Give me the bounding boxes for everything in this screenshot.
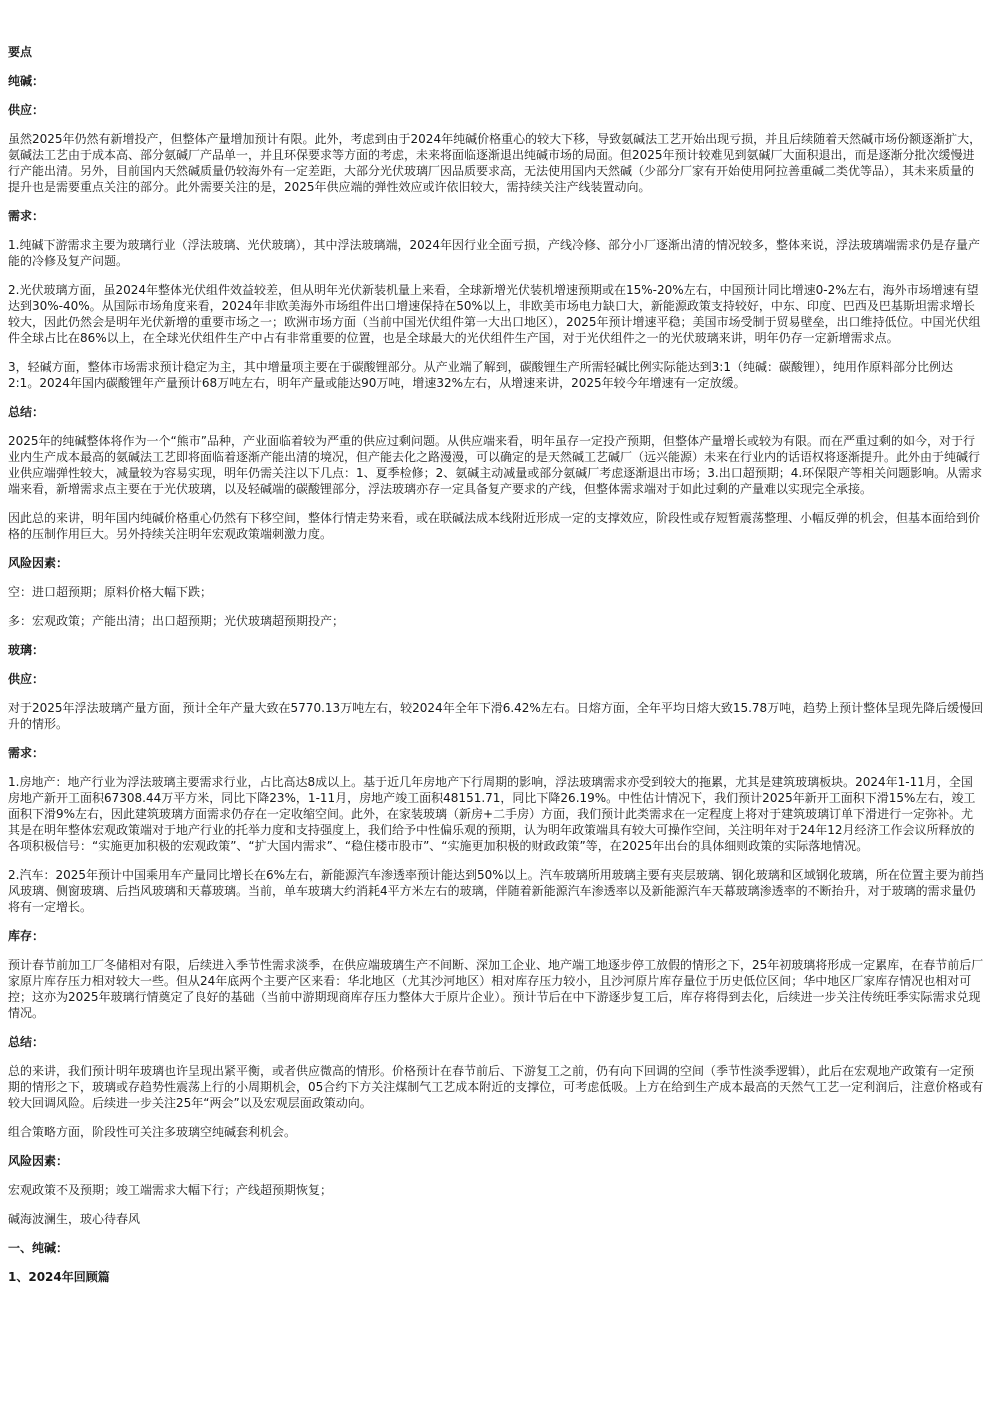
paragraph: 3，轻碱方面，整体市场需求预计稳定为主，其中增量项主要在于碳酸锂部分。从产业端了解到，碳酸锂生产所需轻碱比例实际能达到3:1（纯碱：碳酸锂），纯用作原料部分比例达2:1。2024年国内碳酸锂年产量预计68万吨左右，明年产量或能达90万吨，增速32%左右，从增速来讲，2025年较今年增速有一定放缓。 bbox=[8, 360, 953, 390]
section-heading: 要点 bbox=[8, 45, 33, 59]
section-heading: 总结： bbox=[8, 405, 45, 419]
paragraph: 多：宏观政策；产能出清；出口超预期；光伏玻璃超预期投产； bbox=[8, 614, 345, 628]
paragraph: 总的来讲，我们预计明年玻璃也许呈现出紧平衡，或者供应微高的情形。价格预计在春节前后、下游复工之前，仍有向下回调的空间（季节性淡季逻辑），此后在宏观地产政策有一定预期的情形之下，玻璃或存趋势性震荡上行的小周期机会，05合约下方关注煤制气工艺成本附近的支撑位，可考虑低吸。上方在给到生产成本最高的天然气工艺一定利润后，注意价格或有较大回调风险。后续进一步关注25年“两会”以及宏观层面政策动向。 bbox=[8, 1064, 984, 1110]
section-heading: 供应： bbox=[8, 103, 45, 117]
section-heading: 纯碱： bbox=[8, 74, 45, 88]
paragraph: 预计春节前加工厂冬储相对有限，后续进入季节性需求淡季，在供应端玻璃生产不间断、深加工企业、地产端工地逐步停工放假的情形之下，25年初玻璃将形成一定累库，在春节前后厂家原片库存压力相对较大一些。但从24年底两个主要产区来看：华北地区（尤其沙河地区）相对库存压力较小，且沙河原片库存量位于历史低位区间；华中地区厂家库存情况也相对可控；这亦为2025年玻璃行情奠定了良好的基础（当前中游期现商库存压力整体大于原片企业）。预计节后在中下游逐步复工后，库存将得到去化，后续进一步关注传统旺季实际需求兑现情况。 bbox=[8, 958, 984, 1020]
section-heading: 需求： bbox=[8, 746, 45, 760]
section-heading: 一、纯碱： bbox=[8, 1241, 69, 1255]
section-heading: 1、2024年回顾篇 bbox=[8, 1270, 110, 1284]
paragraph: 碱海波澜生，玻心待春风 bbox=[8, 1212, 141, 1226]
section-heading: 风险因素： bbox=[8, 1154, 69, 1168]
section-heading: 库存： bbox=[8, 929, 45, 943]
paragraph: 空：进口超预期；原料价格大幅下跌； bbox=[8, 585, 213, 599]
paragraph: 2.光伏玻璃方面，虽2024年整体光伏组件效益较差，但从明年光伏新装机量上来看，全球新增光伏装机增速预期或在15%-20%左右，中国预计同比增速0-2%左右，海外市场增速有望达到30%-40%。从国际市场角度来看，2024年非欧美海外市场组件出口增速保持在50%以上，非欧美市场电力缺口大，新能源政策支持较好，中东、印度、巴西及巴基斯坦需求增长较大，因此仍然会是明年光伏新增的重要市场之一；欧洲市场方面（当前中国光伏组件第一大出口地区），2025年预计增速平稳；美国市场受制于贸易壁垒，出口维持低位。中国光伏组件全球占比在86%以上，在全球光伏组件生产中占有非常重要的位置，也是全球最大的光伏组件生产国，对于光伏组件之一的光伏玻璃来讲，明年仍存一定新增需求点。 bbox=[8, 283, 981, 345]
section-heading: 总结： bbox=[8, 1035, 45, 1049]
paragraph: 1.纯碱下游需求主要为玻璃行业（浮法玻璃、光伏玻璃），其中浮法玻璃端，2024年因行业全面亏损，产线冷修、部分小厂逐渐出清的情况较多，整体来说，浮法玻璃端需求仍是存量产能的冷修及复产问题。 bbox=[8, 238, 980, 268]
paragraph: 对于2025年浮法玻璃产量方面，预计全年产量大致在5770.13万吨左右，较2024年全年下滑6.42%左右。日熔方面，全年平均日熔大致15.78万吨，趋势上预计整体呈现先降后缓慢回升的情形。 bbox=[8, 701, 984, 731]
section-heading: 风险因素： bbox=[8, 556, 69, 570]
paragraph: 虽然2025年仍然有新增投产，但整体产量增加预计有限。此外，考虑到由于2024年纯碱价格重心的较大下移，导致氨碱法工艺开始出现亏损，并且后续随着天然碱市场份额逐渐扩大，氨碱法工艺由于成本高、部分氨碱厂产品单一，并且环保要求等方面的考虑，未来将面临逐渐退出纯碱市场的局面。但2025年预计较难见到氨碱厂大面积退出，而是逐渐分批次缓慢进行产能出清。另外，目前国内天然碱质量仍较海外有一定差距，大部分光伏玻璃厂因品质要求高，无法使用国内天然碱（少部分厂家有开始使用阿拉善重碱二类优等品），其未来质量的提升也是需要重点关注的部分。此外需要关注的是，2025年供应端的弹性效应或许依旧较大，需持续关注产线装置动向。 bbox=[8, 132, 982, 194]
paragraph: 宏观政策不及预期；竣工端需求大幅下行；产线超预期恢复； bbox=[8, 1183, 333, 1197]
paragraph: 2.汽车：2025年预计中国乘用车产量同比增长在6%左右，新能源汽车渗透率预计能达到50%以上。汽车玻璃所用玻璃主要有夹层玻璃、钢化玻璃和区域钢化玻璃，所在位置主要为前挡风玻璃、侧窗玻璃、后挡风玻璃和天幕玻璃。当前，单车玻璃大约消耗4平方米左右的玻璃，伴随着新能源汽车渗透率以及新能源汽车天幕玻璃渗透率的不断抬升，对于玻璃的需求量仍将有一定增长。 bbox=[8, 868, 984, 914]
paragraph: 因此总的来讲，明年国内纯碱价格重心仍然有下移空间，整体行情走势来看，或在联碱法成本线附近形成一定的支撑效应，阶段性或存短暂震荡整理、小幅反弹的机会，但基本面给到价格的压制作用巨大。另外持续关注明年宏观政策端刺激力度。 bbox=[8, 511, 981, 541]
paragraph: 1.房地产：地产行业为浮法玻璃主要需求行业，占比高达8成以上。基于近几年房地产下行周期的影响，浮法玻璃需求亦受到较大的拖累，尤其是建筑玻璃板块。2024年1-11月，全国房地产新开工面积67308.44万平方米，同比下降23%，1-11月，房地产竣工面积48151.71，同比下降26.19%。中性估计情况下，我们预计2025年新开工面积下滑15%左右，竣工面积下滑9%左右，因此建筑玻璃方面需求仍存在一定收缩空间。此外，在家装玻璃（新房+二手房）方面，我们预计此类需求在一定程度上将对于建筑玻璃订单下滑进行一定弥补。尤其是在明年整体宏观政策端对于地产行业的托举力度和支持强度上，我们给予中性偏乐观的预期，认为明年政策端具有较大可操作空间，关注明年对于24年12月经济工作会议所释放的各项积极信号：“实施更加积极的宏观政策”、“扩大国内需求”、“稳住楼市股市”、“实施更加积极的财政政策”等，在2025年出台的具体细则政策的实际落地情况。 bbox=[8, 775, 976, 853]
section-heading: 玻璃： bbox=[8, 643, 45, 657]
paragraph: 2025年的纯碱整体将作为一个“熊市”品种，产业面临着较为严重的供应过剩问题。从供应端来看，明年虽存一定投产预期，但整体产量增长或较为有限。而在严重过剩的如今，对于行业内生产成本最高的氨碱法工艺即将面临着逐渐产能出清的境况，但产能去化之路漫漫，可以确定的是天然碱工艺碱厂（远兴能源）未来在行业内的话语权将逐渐提升。此外由于纯碱行业供应端弹性较大，减量较为容易实现，明年仍需关注以下几点：1、夏季检修；2、氨碱主动减量或部分氨碱厂考虑逐渐退出市场；3.出口超预期；4.环保限产等相关问题影响。从需求端来看，新增需求点主要在于光伏玻璃，以及轻碱端的碳酸锂部分，浮法玻璃亦存一定具备复产要求的产线，但整体需求端对于如此过剩的产量难以实现完全承接。 bbox=[8, 434, 983, 496]
paragraph: 组合策略方面，阶段性可关注多玻璃空纯碱套利机会。 bbox=[8, 1125, 297, 1139]
section-heading: 供应： bbox=[8, 672, 45, 686]
section-heading: 需求： bbox=[8, 209, 45, 223]
